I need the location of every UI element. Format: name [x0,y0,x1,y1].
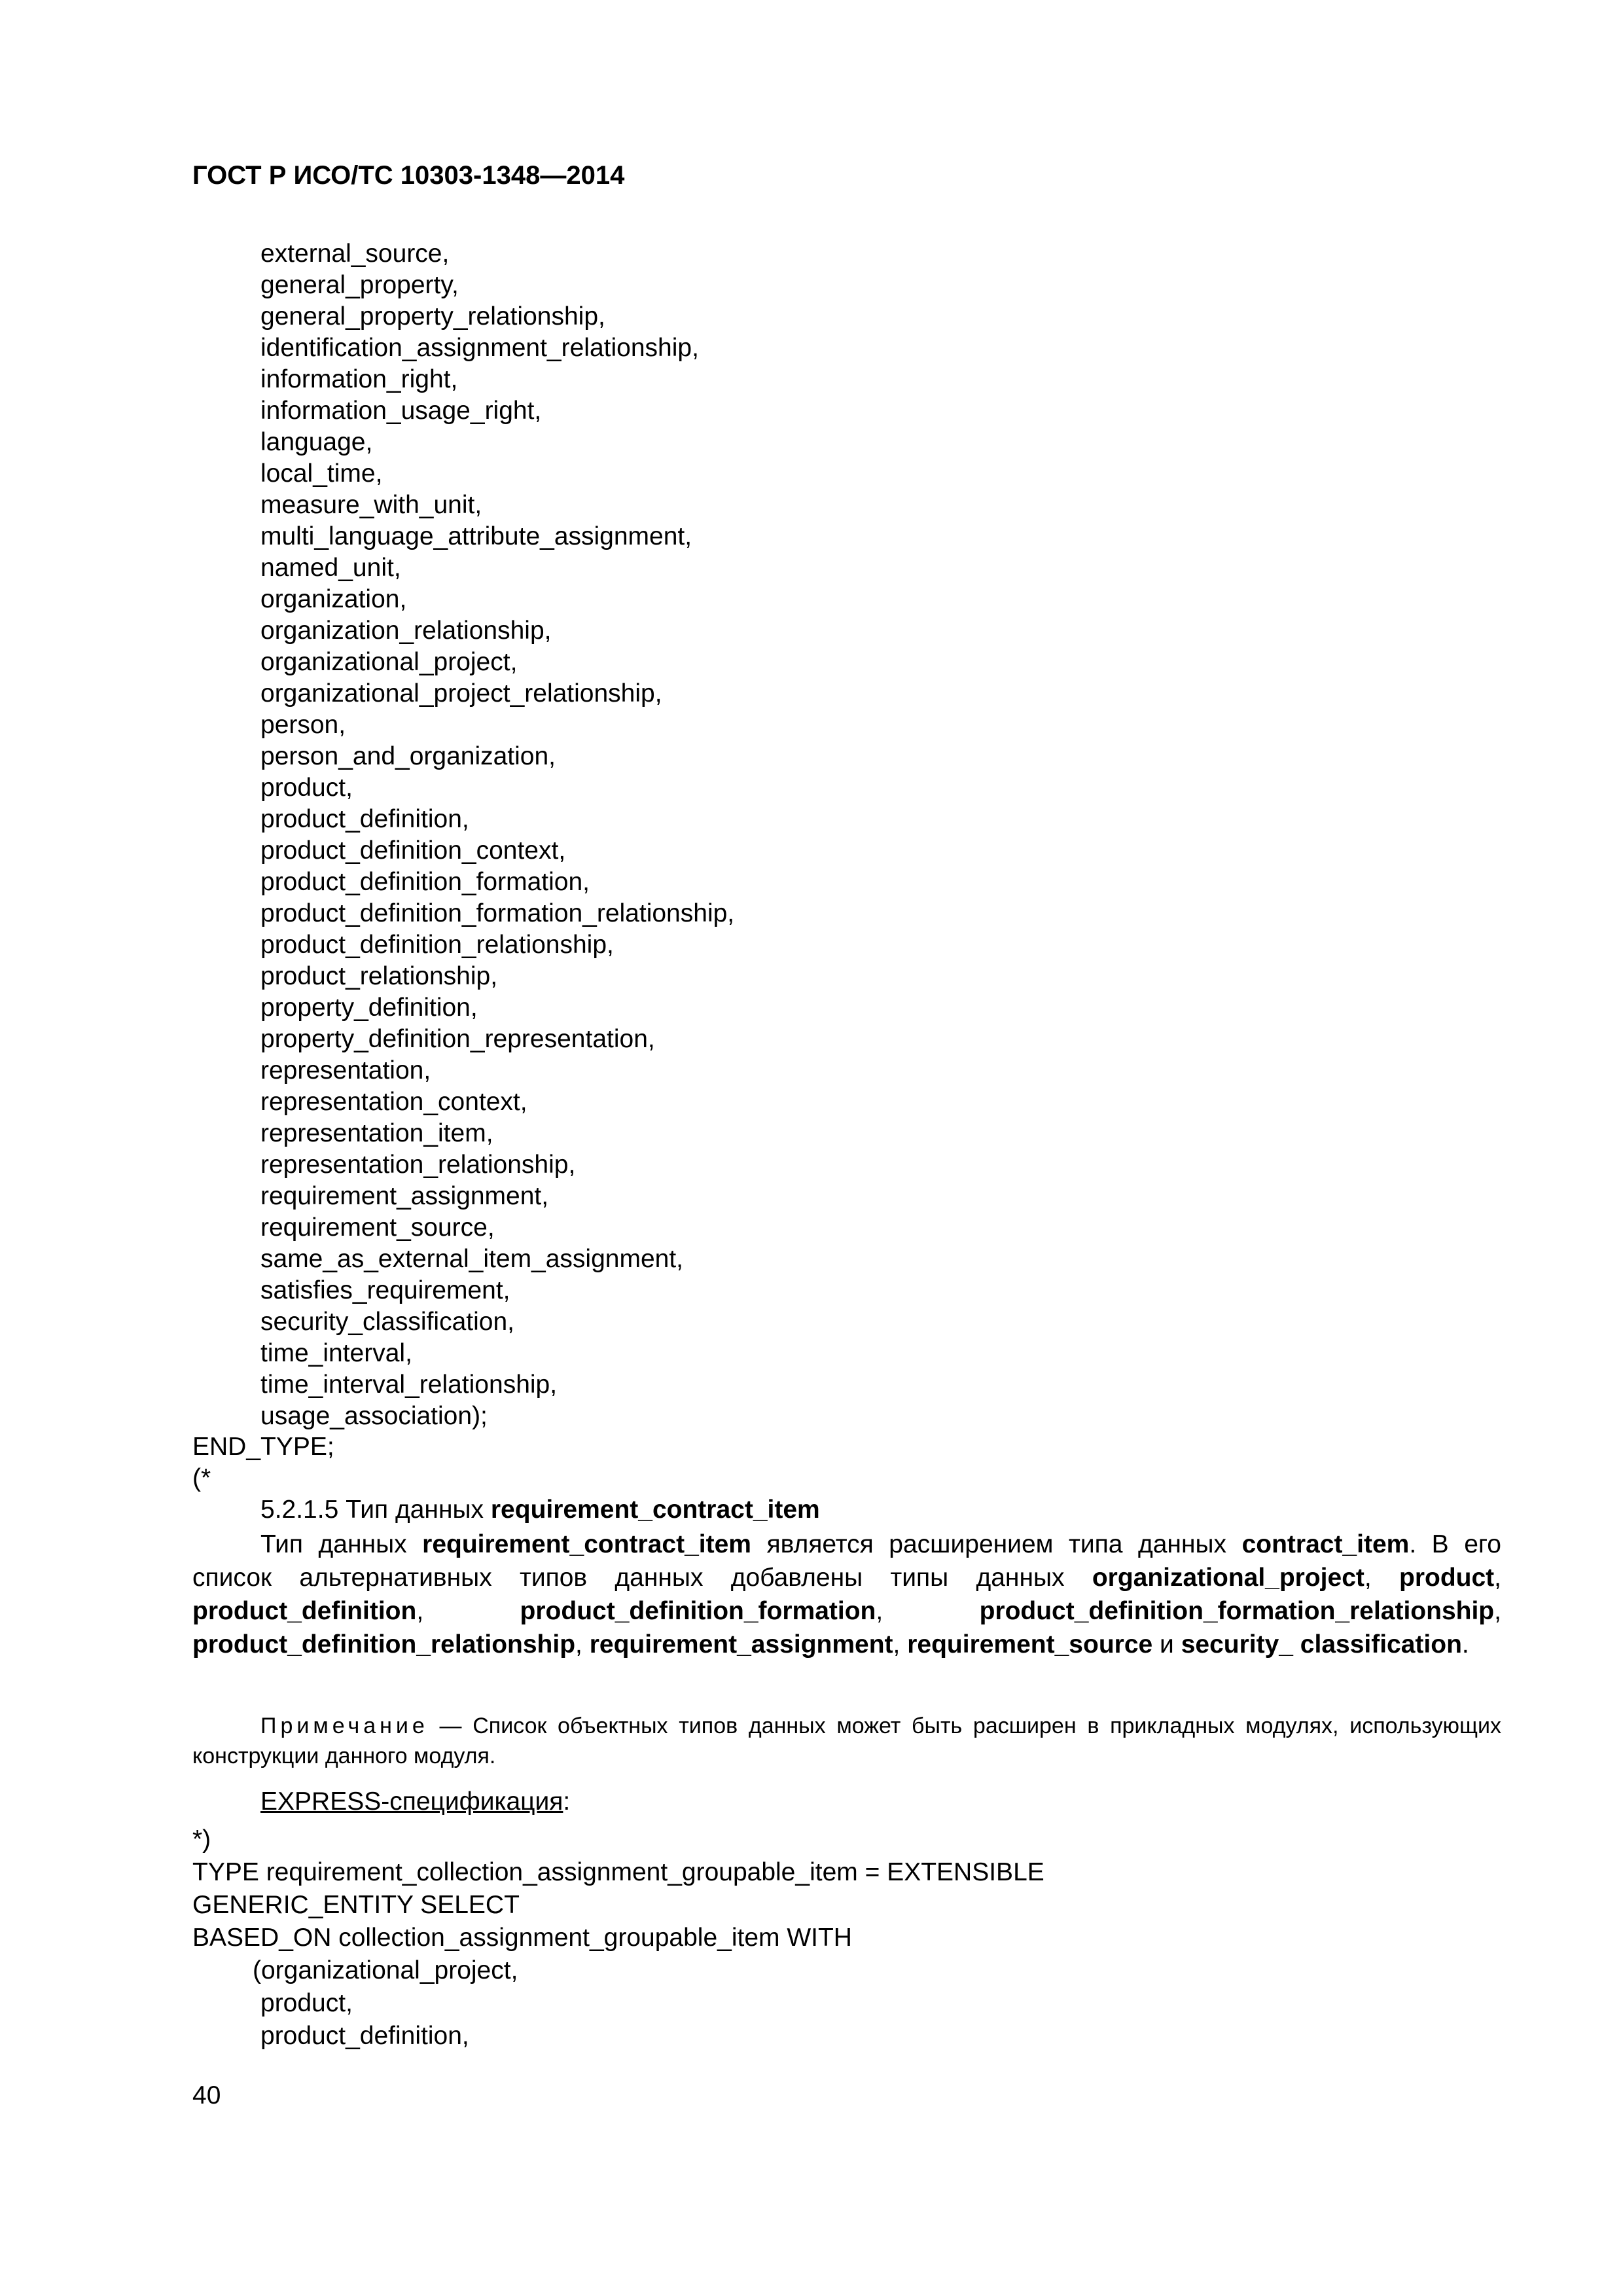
comment-close: *) [192,1825,211,1854]
select-list-item: product, [260,774,353,802]
select-list-item: same_as_external_item_assignment, [260,1245,684,1273]
select-list-item: product_definition, [260,805,469,833]
document-header: ГОСТ Р ИСО/ТС 10303-1348—2014 [192,161,625,190]
select-list-item: person, [260,711,346,739]
select-list-item: product_definition_relationship, [260,931,614,959]
select-list-item: organization, [260,585,407,613]
section-title-prefix: Тип данных [346,1496,484,1524]
select-list-item: product_definition_context, [260,836,566,865]
note-text: — Список объектных типов данных может быть расширен в прикладных модулях, использующих конструкции данного модуля. [192,1713,1501,1768]
section-title-name: requirement_contract_item [490,1496,820,1524]
select-list-item: measure_with_unit, [260,491,482,519]
end-type-line: END_TYPE; [192,1433,334,1461]
note-label: Примечание [260,1713,429,1738]
code-line-based-on: BASED_ON collection_assignment_groupable_item WITH [192,1924,852,1952]
select-type-list [260,238,734,1432]
section-number: 5.2.1.5 [260,1496,339,1524]
code-item: (organizational_project, [253,1956,518,1984]
select-list-item: representation, [260,1056,431,1085]
select-list-item: representation_item, [260,1119,493,1147]
code-item: product, [260,1989,353,2017]
select-list-item: time_interval, [260,1339,412,1367]
select-list-item: representation_context, [260,1088,527,1116]
select-list-item: information_right, [260,365,458,393]
comment-open: (* [192,1464,211,1492]
select-list-item: organizational_project_relationship, [260,679,662,708]
select-list-item: product_relationship, [260,962,498,990]
select-list-item: multi_language_attribute_assignment, [260,522,692,550]
select-list-item: identification_assignment_relationship, [260,334,699,362]
code-line-generic: GENERIC_ENTITY SELECT [192,1891,520,1919]
select-list-item: product_definition_formation, [260,868,590,896]
description-paragraph: Тип данных requirement_contract_item является расширением типа данных contract_item. В его список альтернативных типов данных добавлены типы данных organizational_project, product, product_definition, product_definition_formation, product_definition_formation_relationship, product_definition_relationship, requirement_assignment, requirement_source и security_ classification. [192,1530,1502,1659]
select-list-item: property_definition_representation, [260,1025,655,1053]
select-list-item: general_property, [260,271,459,299]
select-list-item: time_interval_relationship, [260,1371,558,1399]
code-line-type: TYPE requirement_collection_assignment_groupable_item = EXTENSIBLE [192,1858,1044,1886]
select-list-item: requirement_source, [260,1213,495,1242]
select-list-item: representation_relationship, [260,1151,576,1179]
select-list-item: general_property_relationship, [260,302,605,331]
select-list-item: product_definition_formation_relationship, [260,899,735,927]
select-list-item: usage_association); [260,1402,488,1430]
select-list-item: information_usage_right, [260,397,542,425]
select-list-item: language, [260,428,373,456]
code-item: product_definition, [260,2022,469,2050]
section-heading [260,1494,820,1526]
select-list-item: organization_relationship, [260,617,552,645]
select-list-item: local_time, [260,459,383,488]
select-list-item: person_and_organization, [260,742,556,770]
select-list-item: requirement_assignment, [260,1182,549,1210]
select-list-item: named_unit, [260,554,401,582]
select-list-item: satisfies_requirement, [260,1276,510,1304]
select-list-item: security_classification, [260,1308,514,1336]
express-spec-label: EXPRESS-спецификация: [260,1787,571,1816]
note-paragraph [192,1711,1501,1771]
select-list-item: organizational_project, [260,648,518,676]
select-list-item: property_definition, [260,994,478,1022]
select-list-item: external_source, [260,240,450,268]
page-number: 40 [192,2081,221,2109]
